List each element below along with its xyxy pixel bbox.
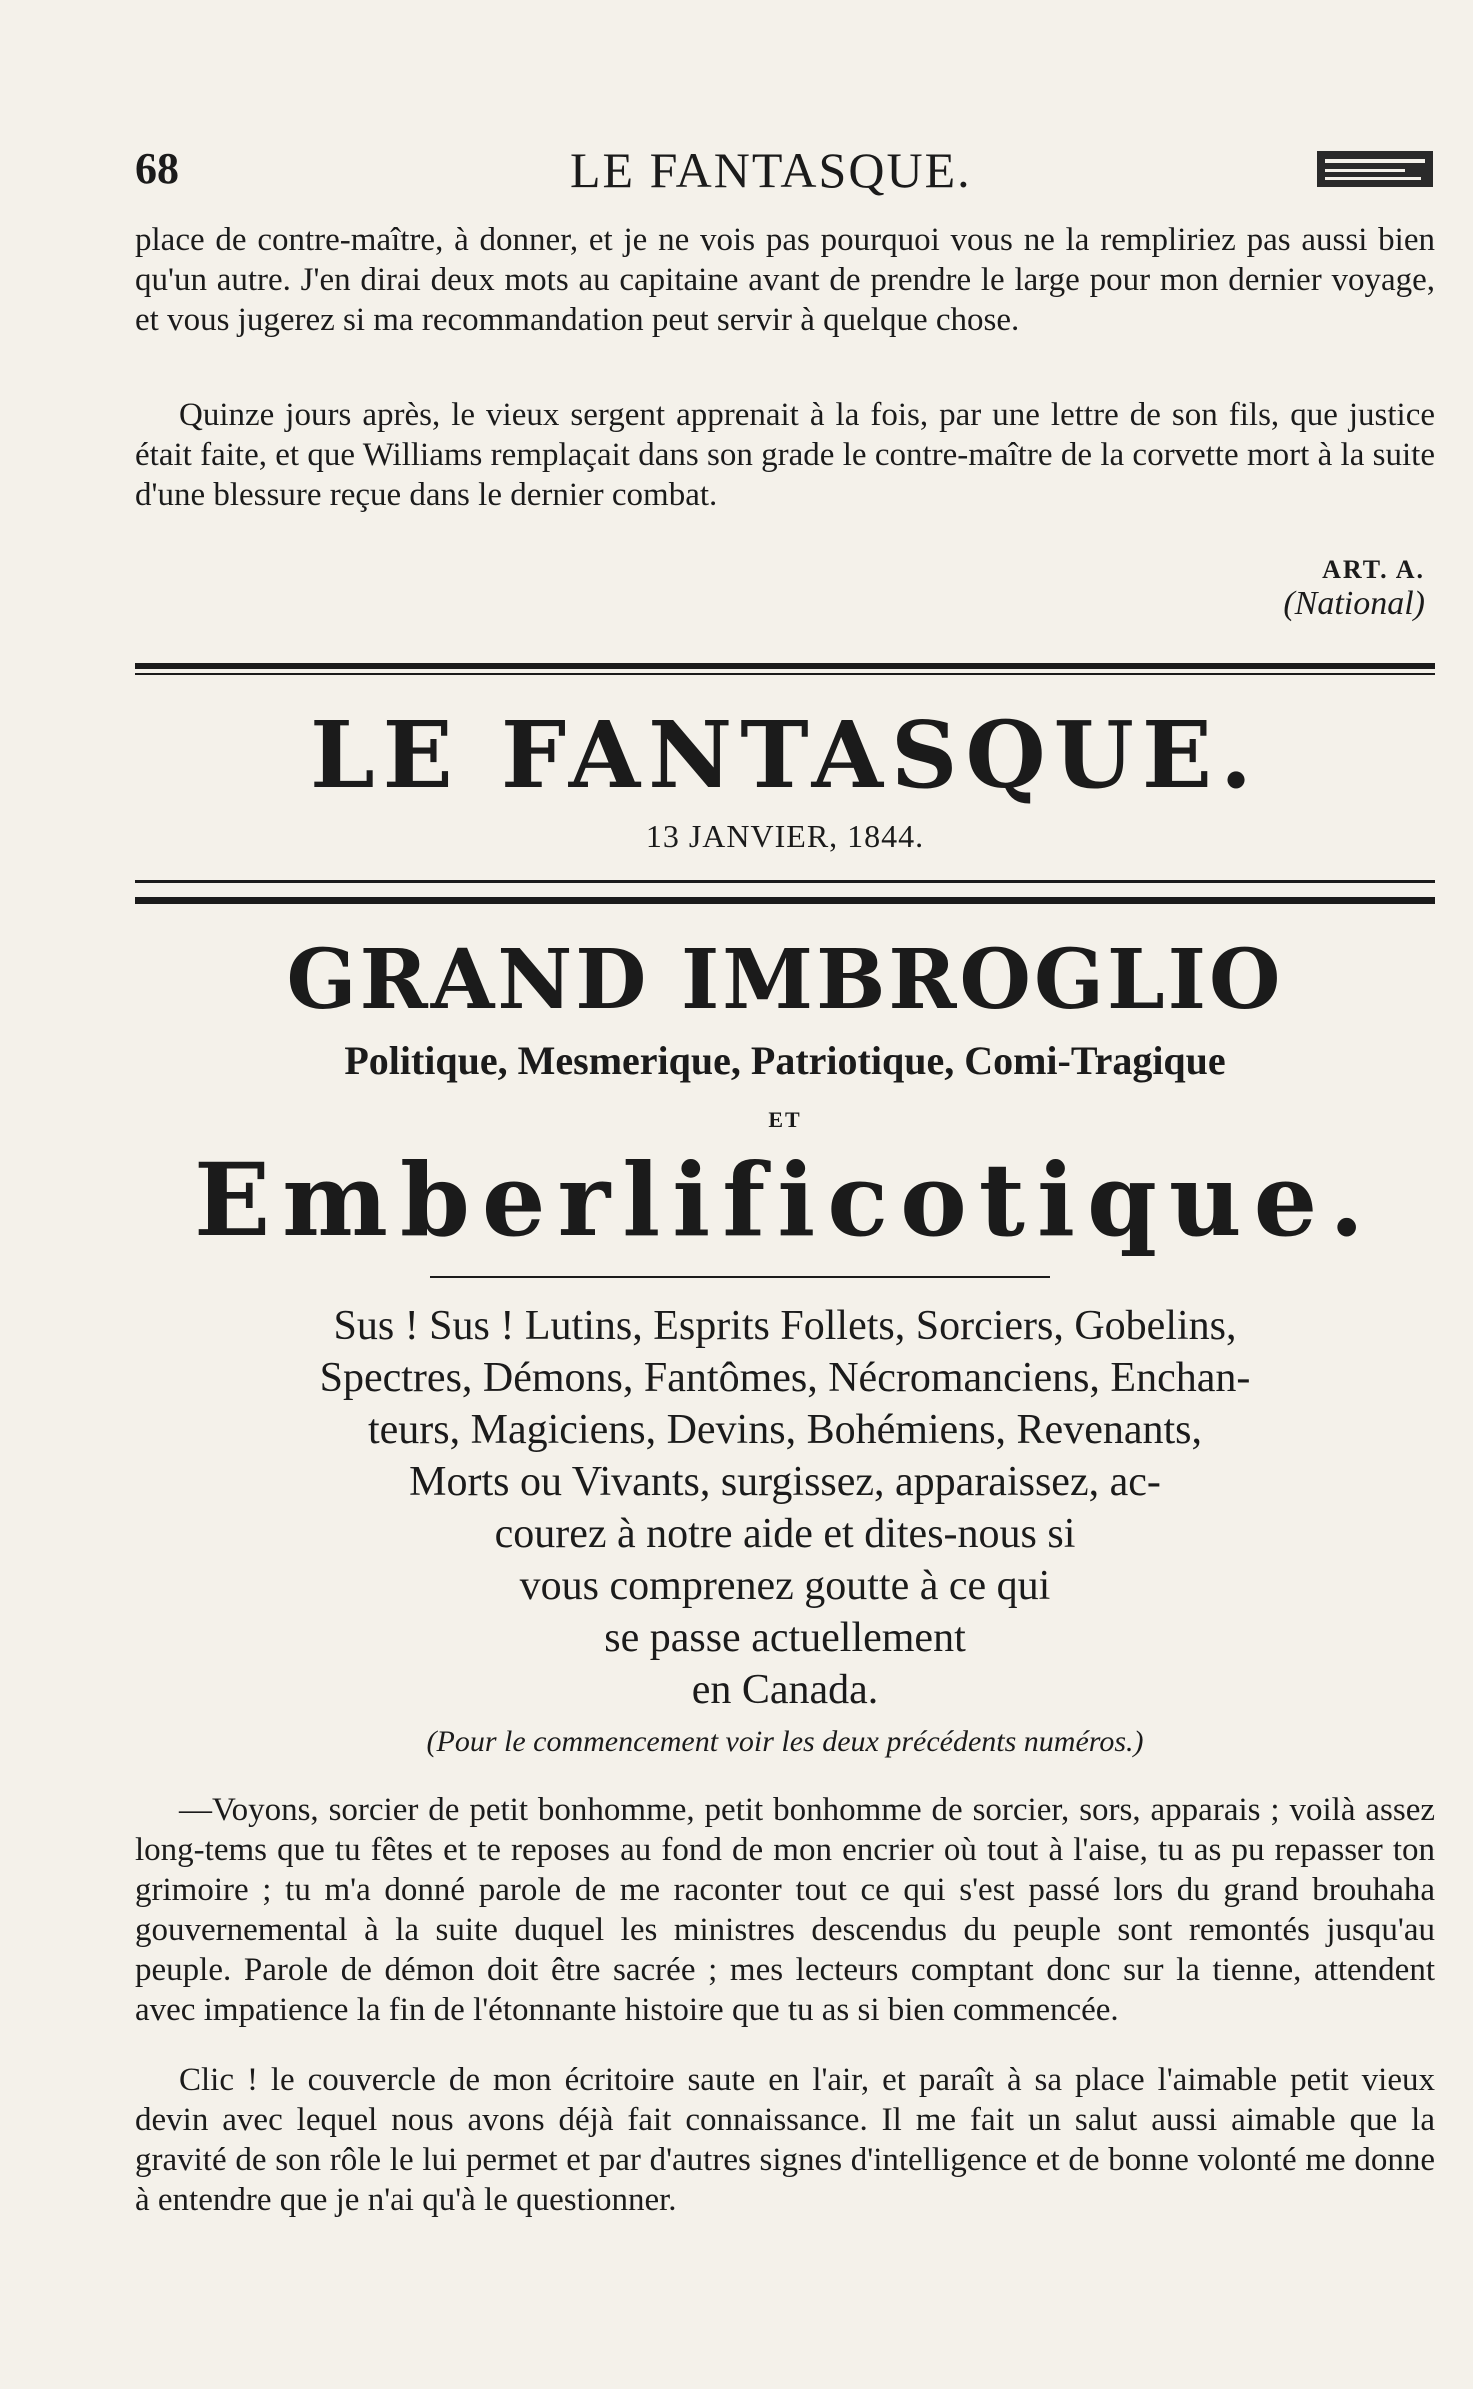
pyramid-line: Sus ! Sus ! Lutins, Esprits Follets, Sorciers, Gobelins, bbox=[333, 1303, 1237, 1349]
pyramid-line: vous comprenez goutte à ce qui bbox=[519, 1563, 1051, 1609]
paragraph-continued: place de contre-maître, à donner, et je ne vois pas pourquoi vous ne la rempliriez pas aussi bien qu'un autre. J'en dirai deux mots au capitaine avant de prendre le large pour mon dernier voyage, et vous jugerez si ma recommandation peut servir à quelque chose. bbox=[135, 222, 1435, 338]
feature-conjunction: ET bbox=[768, 1107, 802, 1132]
feature-bigword: Emberlificotique. bbox=[193, 1141, 1377, 1259]
pyramid-line: se passe actuellement bbox=[604, 1615, 966, 1661]
continuation-note: (Pour le commencement voir les deux précédents numéros.) bbox=[426, 1725, 1144, 1758]
feature-headline: GRAND IMBROGLIO bbox=[286, 932, 1284, 1028]
feature-subhead: Politique, Mesmerique, Patriotique, Comi-Tragique bbox=[344, 1038, 1226, 1083]
pyramid-line: teurs, Magiciens, Devins, Bohémiens, Revenants, bbox=[367, 1407, 1202, 1453]
page-number: 68 bbox=[135, 144, 179, 193]
paragraph-clic: Clic ! le couvercle de mon écritoire saute en l'air, et paraît à sa place l'aimable petit vieux devin avec lequel nous avons déjà fait connaissance. Il me fait un salut aussi aimable que la gravité de son rôle le lui permet et par d'autres signes d'intelligence et de bonne volonté me donne à entendre que je n'ai qu'à le questionner. bbox=[135, 2062, 1435, 2218]
masthead-date: 13 JANVIER, 1844. bbox=[645, 818, 925, 854]
article-feature bbox=[135, 0, 1435, 2389]
masthead-title: LE FANTASQUE. bbox=[309, 701, 1260, 809]
attribution-source: (National) bbox=[1283, 585, 1425, 622]
pyramid-line: Spectres, Démons, Fantômes, Nécromanciens, Enchan- bbox=[319, 1355, 1251, 1401]
pyramid-line: courez à notre aide et dites-nous si bbox=[494, 1511, 1076, 1557]
attribution-art: ART. A. bbox=[1322, 555, 1425, 584]
paragraph-quinze-jours: Quinze jours après, le vieux sergent apprenait à la fois, par une lettre de son fils, que justice était faite, et que Williams remplaçait dans son grade le contre-maître de la corvette mort à la suite d'une blessure reçue dans le dernier combat. bbox=[135, 397, 1435, 513]
pyramid-line: en Canada. bbox=[691, 1667, 879, 1713]
paragraph-voyons: —Voyons, sorcier de petit bonhomme, petit bonhomme de sorcier, sors, apparais ; voilà assez long-tems que tu fêtes et te reposes au fond de mon encrier où tout à l'aise, tu as pu repasser ton grimoire ; tu m'a donné parole de me raconter tout ce qui s'est passé lors du grand brouhaha gouvernemental à la suite duquel les ministres descendus du peuple sont remontés jusqu'au peuple. Parole de démon doit être sacrée ; mes lecteurs comptant donc sur la tienne, attendent avec impatience la fin de l'étonnante histoire que tu as si bien commencée. bbox=[135, 1792, 1435, 2028]
running-title: LE FANTASQUE. bbox=[570, 142, 972, 198]
pyramid-line: Morts ou Vivants, surgissez, apparaissez, ac- bbox=[409, 1459, 1161, 1505]
